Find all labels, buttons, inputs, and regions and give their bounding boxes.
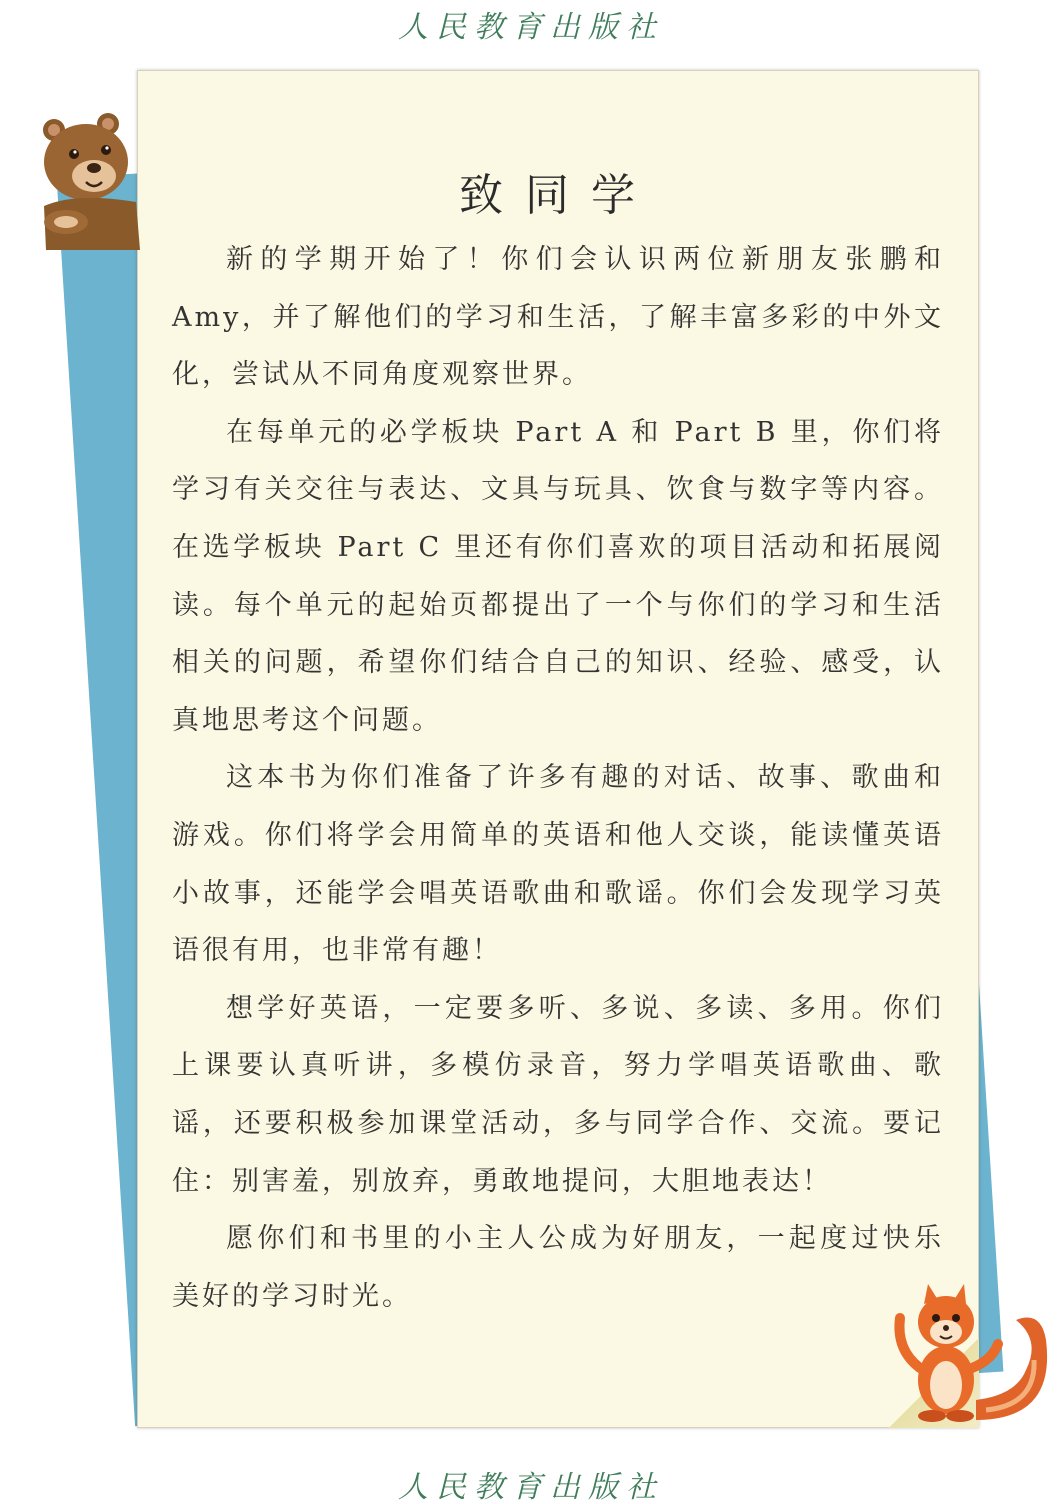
letter-body	[172, 231, 944, 1325]
paragraph-3: 这本书为你们准备了许多有趣的对话、故事、歌曲和游戏。你们将学会用简单的英语和他人交谈，能读懂英语小故事，还能学会唱英语歌曲和歌谣。你们会发现学习英语很有用，也非常有趣！	[172, 762, 944, 967]
paragraph-1: 新的学期开始了！你们会认识两位新朋友张鹏和Amy，并了解他们的学习和生活，了解丰富多彩的中外文化，尝试从不同角度观察世界。	[172, 244, 944, 391]
paragraph-2: 在每单元的必学板块 Part A 和 Part B 里，你们将学习有关交往与表达、文具与玩具、饮食与数字等内容。在选学板块 Part C 里还有你们喜欢的项目活动和拓展阅读。每个单元的起始页都提出了一个与你们的学习和生活相关的问题，希望你们结合自己的知识、经验、感受，认真地思考这个问题。	[172, 416, 944, 736]
publisher-logo-top: 人民教育出版社	[398, 10, 664, 45]
paragraph-5: 愿你们和书里的小主人公成为好朋友，一起度过快乐美好的学习时光。	[172, 1223, 944, 1312]
squirrel-illustration	[866, 1270, 1056, 1430]
page-title: 致同学	[459, 170, 657, 221]
publisher-logo-bottom: 人民教育出版社	[398, 1470, 664, 1504]
paragraph-4: 想学好英语，一定要多听、多说、多读、多用。你们上课要认真听讲，多模仿录音，努力学唱英语歌曲、歌谣，还要积极参加课堂活动，多与同学合作、交流。要记住：别害羞，别放弃，勇敢地提问，大胆地表达！	[172, 992, 944, 1197]
letter-paper	[137, 70, 979, 1428]
bear-illustration	[36, 110, 146, 250]
